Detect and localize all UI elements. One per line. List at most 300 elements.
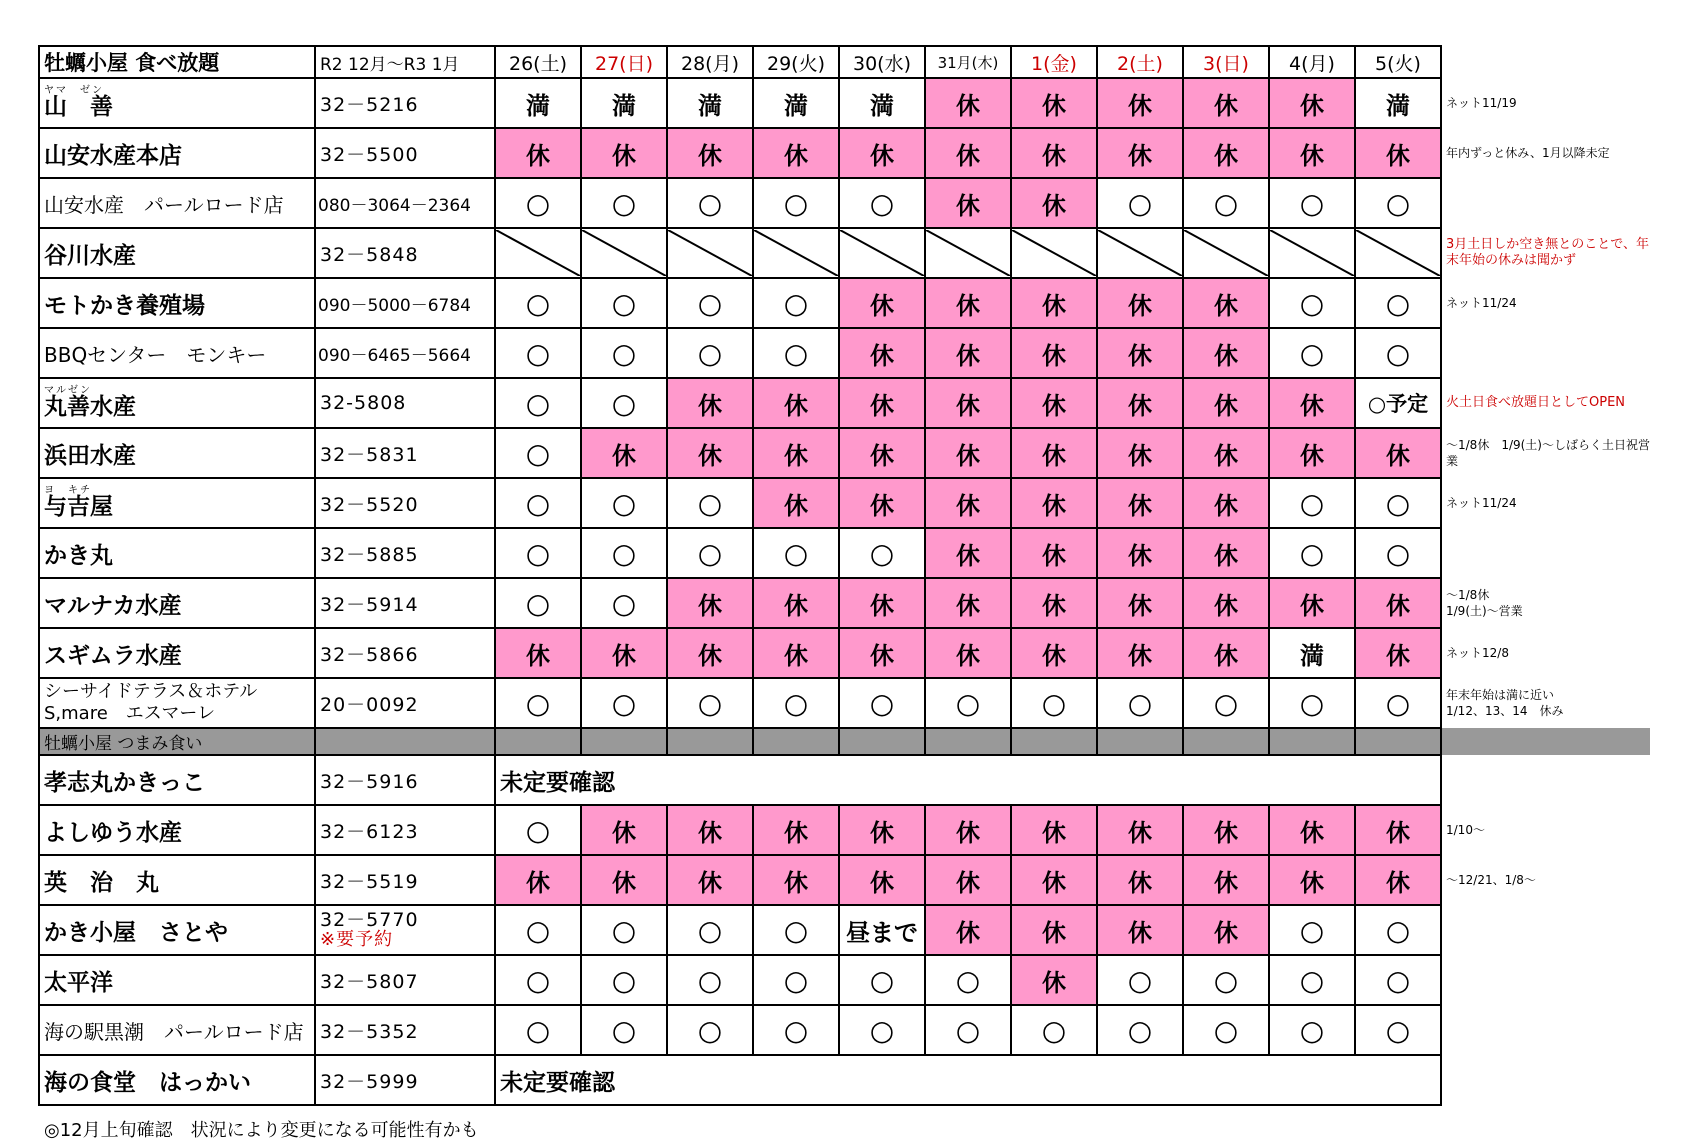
status-cell: ○ [495,955,581,1005]
status-cell [667,228,753,278]
status-cell: ○ [1269,278,1355,328]
remark: 1/10～ [1446,823,1485,837]
status-cell: 満 [581,78,667,128]
status-cell: ○ [839,528,925,578]
status-cell: 休 [581,855,667,905]
phone-number: 32-5808 [315,378,495,428]
remark [1441,755,1651,805]
day-header: 1(金) [1011,46,1097,78]
remark: ～1/8休 1/9(土)～しばらく土日祝営業 [1446,438,1650,468]
status-cell: 休 [1011,128,1097,178]
status-cell: 休 [753,805,839,855]
status-cell: 休 [925,805,1011,855]
phone-number: 32－5848 [315,228,495,278]
section-note [1441,728,1651,755]
status-cell: 休 [1011,628,1097,678]
table-row [39,378,1651,428]
status-cell: ○ [1355,1005,1441,1055]
status-cell: ○ [753,328,839,378]
shop-name: 海の食堂 はっかい [39,1055,315,1105]
status-cell: ○ [925,1005,1011,1055]
status-cell: 休 [1269,578,1355,628]
shop-name: よしゆう水産 [39,805,315,855]
status-cell: 休 [753,855,839,905]
remark [1441,178,1651,228]
table-row [39,78,1651,128]
shop-name: 谷川水産 [39,228,315,278]
remark: ネット11/24 [1446,296,1517,310]
phone-number: 32－5519 [315,855,495,905]
status-cell: 休 [925,128,1011,178]
shop-name-text: 丸善水産 [44,394,136,420]
status-cell: 休 [925,78,1011,128]
status-cell: ○ [667,528,753,578]
status-cell: 休 [1355,428,1441,478]
section-fill [925,728,1011,755]
status-cell: 休 [925,578,1011,628]
day-header: 26(土) [495,46,581,78]
status-cell: ○予定 [1355,378,1441,428]
status-cell: ○ [1269,328,1355,378]
section-fill [753,728,839,755]
phone-number: 32－5216 [315,78,495,128]
phone-number: 32－5885 [315,528,495,578]
status-cell: 休 [1183,478,1269,528]
status-cell: ○ [581,378,667,428]
no-data-slash [1012,230,1096,276]
phone-number: 32－5520 [315,478,495,528]
status-cell: ○ [495,1005,581,1055]
status-cell: 休 [667,628,753,678]
status-cell: ○ [1269,1005,1355,1055]
status-cell: ○ [1183,955,1269,1005]
status-cell: ○ [1269,178,1355,228]
table-row [39,678,1651,728]
status-cell: 休 [581,428,667,478]
status-cell: ○ [581,528,667,578]
remark [1441,528,1651,578]
status-cell [1355,228,1441,278]
day-header: 31月(木) [925,46,1011,78]
status-cell: ○ [839,678,925,728]
status-cell: 休 [1097,278,1183,328]
day-header: 27(日) [581,46,667,78]
status-cell: ○ [581,478,667,528]
status-cell: 休 [925,628,1011,678]
status-cell: ○ [581,578,667,628]
status-cell: 休 [1011,278,1097,328]
status-cell: ○ [1011,1005,1097,1055]
phone-number: 20－0092 [315,678,495,728]
status-cell: ○ [581,955,667,1005]
status-cell: ○ [925,955,1011,1005]
status-cell: 休 [1183,78,1269,128]
status-cell: ○ [495,328,581,378]
status-cell: ○ [1355,478,1441,528]
phone-number: 32－5807 [315,955,495,1005]
status-cell: 休 [1269,805,1355,855]
status-cell: 休 [1011,528,1097,578]
no-data-slash [926,230,1010,276]
status-cell: 休 [1097,378,1183,428]
no-data-slash [1098,230,1182,276]
status-cell: ○ [1355,528,1441,578]
status-cell: ○ [753,178,839,228]
status-cell: ○ [581,328,667,378]
status-cell: ○ [667,178,753,228]
day-header: 2(土) [1097,46,1183,78]
status-cell: 昼まで [839,905,925,955]
remark [1441,1005,1651,1055]
status-cell: 休 [1269,428,1355,478]
shop-name: 山安水産 パールロード店 [39,178,315,228]
status-cell: 休 [1355,628,1441,678]
no-data-slash [582,230,666,276]
table-row [39,1005,1651,1055]
shop-name: モトかき養殖場 [39,278,315,328]
status-cell: 休 [1183,428,1269,478]
status-cell: ○ [753,905,839,955]
day-header: 29(火) [753,46,839,78]
status-undetermined: 未定要確認 [495,1055,1441,1105]
section-fill [667,728,753,755]
status-cell: 休 [839,428,925,478]
table-row [39,1055,1651,1105]
remark: 火土日食べ放題日としてOPEN [1446,395,1626,410]
status-cell: 休 [1097,855,1183,905]
phone-number: 32－5916 [315,755,495,805]
status-cell: ○ [925,678,1011,728]
status-cell: ○ [667,1005,753,1055]
status-cell: 休 [495,855,581,905]
section-fill [839,728,925,755]
status-cell: 満 [495,78,581,128]
shop-name: 山安水産本店 [39,128,315,178]
status-cell: 満 [1355,78,1441,128]
table-row [39,855,1651,905]
status-cell: ○ [495,678,581,728]
status-cell: 休 [839,628,925,678]
status-cell: 休 [581,628,667,678]
shop-name: かき小屋 さとや [39,905,315,955]
day-header: 3(日) [1183,46,1269,78]
day-header: 30(水) [839,46,925,78]
status-cell: ○ [753,278,839,328]
shop-name: BBQセンター モンキー [39,328,315,378]
status-cell: ○ [667,955,753,1005]
phone-number: 32－5831 [315,428,495,478]
status-cell: 休 [1355,805,1441,855]
status-cell: ○ [667,478,753,528]
status-cell: 満 [667,78,753,128]
status-cell: 休 [839,478,925,528]
status-cell: ○ [1097,178,1183,228]
status-cell: 休 [1269,378,1355,428]
status-cell: ○ [1355,955,1441,1005]
remark: ネット11/24 [1446,496,1517,510]
status-cell: ○ [581,278,667,328]
phone-text: 32－5770 [320,909,419,931]
status-cell: 休 [1011,178,1097,228]
status-cell: 休 [1355,128,1441,178]
section-fill [1097,728,1183,755]
status-cell: ○ [1183,1005,1269,1055]
section-fill [1011,728,1097,755]
table-row [39,478,1651,528]
status-cell: 休 [667,578,753,628]
remark [1441,1055,1651,1105]
status-cell: 休 [1011,328,1097,378]
phone-number: 080－3064－2364 [315,178,495,228]
status-cell: 休 [839,855,925,905]
status-cell: ○ [753,955,839,1005]
status-cell: 休 [1097,428,1183,478]
reservation-note: ※要予約 [320,929,394,950]
status-cell: ○ [1183,178,1269,228]
table-row [39,905,1651,955]
table-row [39,278,1651,328]
status-cell: 休 [925,378,1011,428]
status-cell: 休 [581,128,667,178]
status-cell: 休 [925,428,1011,478]
status-cell: 休 [1183,128,1269,178]
no-data-slash [668,230,752,276]
status-cell: 休 [667,805,753,855]
shop-name: シーサイドテラス＆ホテル S,mare エスマーレ [39,678,315,728]
status-cell: 休 [1011,578,1097,628]
shop-name-text: 山 善 [44,94,113,120]
day-header: 4(月) [1269,46,1355,78]
status-cell: ○ [1269,955,1355,1005]
status-cell [1097,228,1183,278]
section-title: 牡蠣小屋 つまみ食い [39,728,315,755]
status-cell: 休 [925,905,1011,955]
status-cell: 休 [1183,905,1269,955]
status-cell: ○ [839,178,925,228]
status-cell: 休 [667,128,753,178]
remark: 3月土日しか空き無とのことで、年末年始の休みは聞かず [1446,237,1650,268]
section-fill [1183,728,1269,755]
status-cell: ○ [1355,905,1441,955]
status-cell: ○ [1269,678,1355,728]
day-header: 5(火) [1355,46,1441,78]
shop-name: 浜田水産 [39,428,315,478]
status-cell: 休 [1183,328,1269,378]
status-cell: ○ [495,478,581,528]
remark: 年内ずっと休み、1月以降未定 [1446,146,1610,160]
no-data-slash [496,230,580,276]
status-cell: 休 [925,328,1011,378]
remark: 年末年始は満に近い 1/12、13、14 休み [1446,688,1564,718]
day-header: 28(月) [667,46,753,78]
status-cell [753,228,839,278]
status-cell: 休 [1183,378,1269,428]
status-cell: ○ [839,1005,925,1055]
status-cell: 休 [753,128,839,178]
status-cell: 休 [753,628,839,678]
status-cell: ○ [667,278,753,328]
no-data-slash [1356,230,1440,276]
status-cell: ○ [581,178,667,228]
status-cell: ○ [581,1005,667,1055]
schedule-table [38,45,1652,1106]
status-cell: ○ [753,528,839,578]
section-fill [315,728,495,755]
status-cell: ○ [1269,528,1355,578]
shop-name [39,378,315,428]
status-cell: ○ [1269,478,1355,528]
status-cell: ○ [839,955,925,1005]
phone-number: 32－6123 [315,805,495,855]
section-fill [1269,728,1355,755]
status-cell: 休 [753,378,839,428]
status-cell [839,228,925,278]
phone-number: 090－5000－6784 [315,278,495,328]
status-cell [1011,228,1097,278]
no-data-slash [1270,230,1354,276]
table-row [39,578,1651,628]
status-cell: 休 [495,628,581,678]
status-cell: 休 [925,178,1011,228]
shop-name-text: 与吉屋 [44,494,113,520]
shop-name-ruby: ヤマ ゼン [44,85,104,96]
no-data-slash [1184,230,1268,276]
section-fill [581,728,667,755]
status-cell: 休 [1011,378,1097,428]
section-row [39,728,1651,755]
status-cell: 休 [1011,428,1097,478]
status-cell: 休 [1269,855,1355,905]
phone-number [315,905,495,955]
status-cell: ○ [1097,678,1183,728]
status-cell: ○ [1355,178,1441,228]
section-fill [495,728,581,755]
table-row [39,805,1651,855]
status-cell: ○ [753,1005,839,1055]
footer-note: ◎12月上旬確認 状況により変更になる可能性有かも [44,1120,479,1141]
status-cell: ○ [667,328,753,378]
status-cell: 休 [667,378,753,428]
status-cell: 休 [1183,805,1269,855]
shop-name: 孝志丸かきっこ [39,755,315,805]
remark: ～12/21、1/8～ [1446,873,1536,887]
status-cell: 休 [1269,128,1355,178]
status-cell: 休 [1011,478,1097,528]
status-cell: ○ [581,905,667,955]
status-cell: ○ [495,905,581,955]
status-cell: 休 [1097,328,1183,378]
status-cell: 休 [1269,78,1355,128]
phone-number: 32－5999 [315,1055,495,1105]
shop-name: 海の駅黒潮 パールロード店 [39,1005,315,1055]
status-cell: ○ [495,378,581,428]
status-cell: 休 [1097,628,1183,678]
status-cell: 休 [1183,528,1269,578]
shop-name-ruby: マルゼン [44,385,92,396]
status-cell: 休 [925,528,1011,578]
status-cell: 満 [1269,628,1355,678]
status-cell: 休 [667,855,753,905]
status-cell: 休 [753,578,839,628]
status-cell: 休 [495,128,581,178]
shop-name: マルナカ水産 [39,578,315,628]
status-cell [1183,228,1269,278]
shop-name: 太平洋 [39,955,315,1005]
status-cell: 休 [667,428,753,478]
phone-number: 32－5500 [315,128,495,178]
remark [1441,905,1651,955]
note-header [1441,46,1651,78]
shop-name-ruby: ヨ キチ [44,485,92,496]
status-cell: 休 [1011,78,1097,128]
shop-name: かき丸 [39,528,315,578]
status-cell: 休 [1097,478,1183,528]
table-row [39,128,1651,178]
status-cell: ○ [495,178,581,228]
phone-number: 32－5352 [315,1005,495,1055]
status-cell: 休 [839,128,925,178]
status-cell [925,228,1011,278]
table-row [39,528,1651,578]
status-cell: 休 [1097,78,1183,128]
shop-name [39,78,315,128]
status-cell: 休 [925,278,1011,328]
status-cell: 休 [753,478,839,528]
status-cell: 休 [839,578,925,628]
status-cell: ○ [1269,905,1355,955]
status-cell: 休 [1097,528,1183,578]
status-cell: 満 [753,78,839,128]
remark: ネット11/19 [1446,96,1517,110]
status-cell: 休 [839,278,925,328]
status-cell: ○ [1097,955,1183,1005]
status-cell: ○ [1097,1005,1183,1055]
status-cell: 休 [1011,905,1097,955]
status-cell: ○ [753,678,839,728]
table-title: 牡蠣小屋 食べ放題 [39,46,315,78]
status-cell: 休 [753,428,839,478]
status-cell: ○ [495,578,581,628]
remark [1441,328,1651,378]
status-cell: 休 [839,378,925,428]
status-cell: ○ [667,678,753,728]
status-cell: 満 [839,78,925,128]
status-cell: ○ [1355,278,1441,328]
status-cell: 休 [925,478,1011,528]
status-undetermined: 未定要確認 [495,755,1441,805]
status-cell: 休 [1097,128,1183,178]
status-cell: 休 [1097,905,1183,955]
status-cell: ○ [495,428,581,478]
status-cell: 休 [1183,278,1269,328]
status-cell: 休 [1097,805,1183,855]
no-data-slash [840,230,924,276]
shop-name: スギムラ水産 [39,628,315,678]
status-cell: ○ [495,805,581,855]
status-cell: 休 [839,328,925,378]
header-row [39,46,1651,78]
status-cell [581,228,667,278]
status-cell: 休 [1183,628,1269,678]
status-cell: ○ [495,528,581,578]
remark: ネット12/8 [1446,646,1509,660]
status-cell: ○ [1355,328,1441,378]
status-cell: 休 [1355,578,1441,628]
status-cell: 休 [1011,805,1097,855]
status-cell: 休 [1355,855,1441,905]
status-cell: 休 [1183,855,1269,905]
table-row [39,228,1651,278]
